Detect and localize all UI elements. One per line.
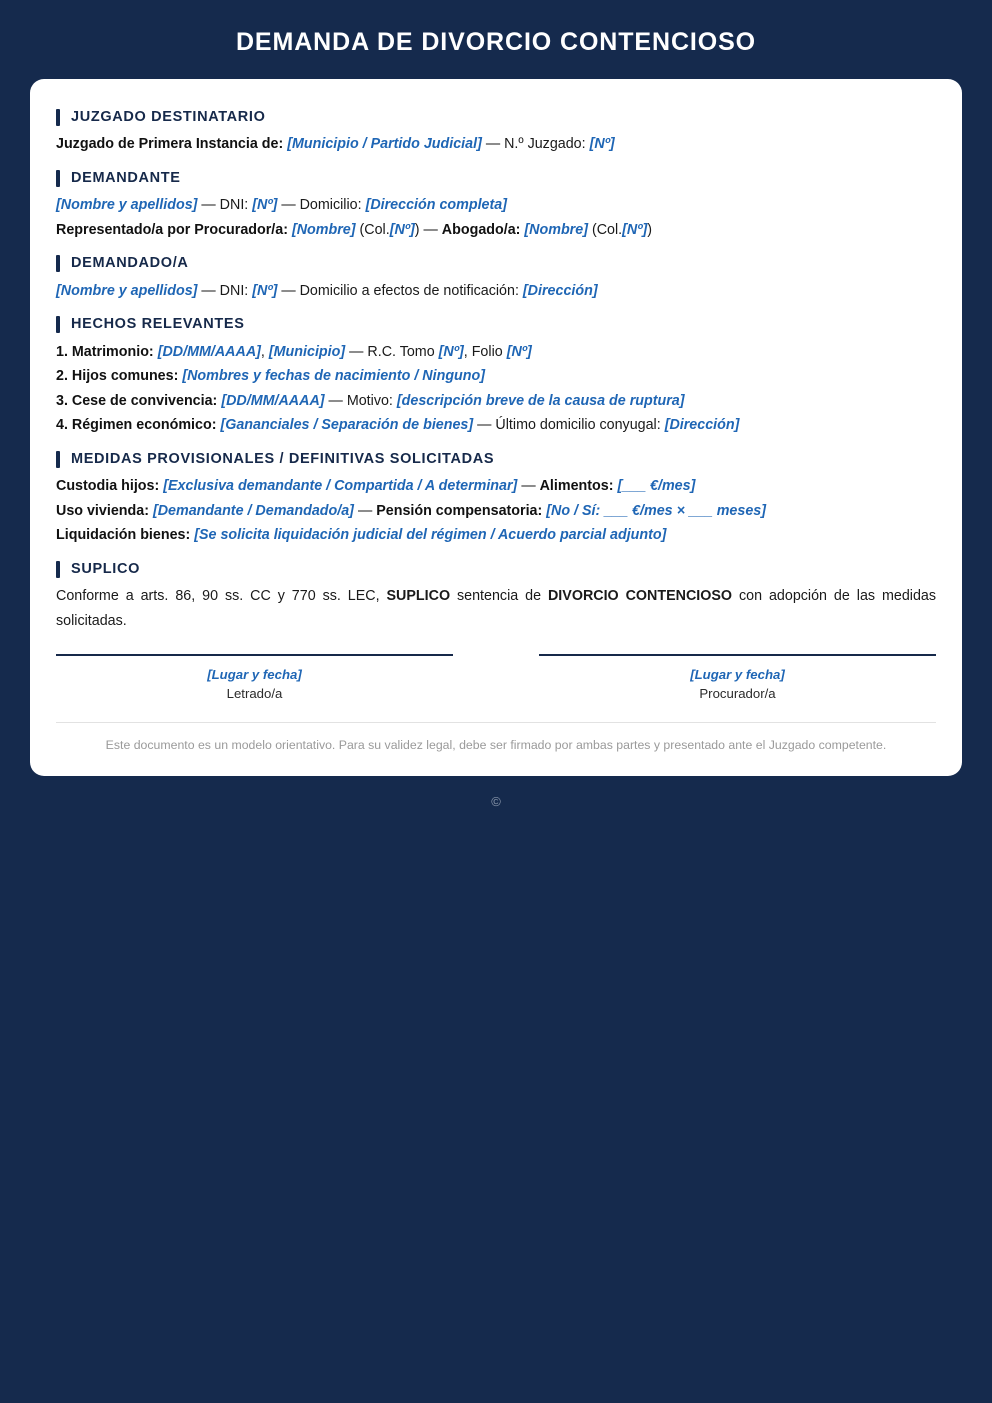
section-heading-medidas bbox=[56, 451, 936, 468]
hecho-1-separator: — bbox=[349, 343, 364, 360]
demandante-separator-1: — bbox=[201, 197, 216, 214]
section-demandado bbox=[56, 255, 936, 303]
section-title-hechos: HECHOS RELEVANTES bbox=[71, 316, 245, 333]
demandado-domicilio-label: Domicilio a efectos de notificación: bbox=[299, 282, 519, 299]
juzgado-label: Juzgado de Primera Instancia de: bbox=[56, 136, 284, 153]
section-title-demandado: DEMANDADO/A bbox=[71, 255, 189, 272]
alimentos-label: Alimentos: bbox=[539, 478, 614, 495]
signature-role-procurador: Procurador/a bbox=[699, 685, 776, 701]
hecho-4-label: 4. Régimen económico: bbox=[56, 417, 217, 434]
suplico-paragraph bbox=[56, 584, 936, 633]
section-accent-bar-icon bbox=[56, 170, 60, 187]
pension-label: Pensión compensatoria: bbox=[376, 502, 543, 519]
procurador-col-close: ) bbox=[414, 221, 420, 238]
medida-separator-1: — bbox=[521, 478, 536, 495]
hecho-1-folio-placeholder: [Nº] bbox=[506, 343, 532, 360]
hecho-3-motivo-label: Motivo: bbox=[346, 392, 393, 409]
page-title: DEMANDA DE DIVORCIO CONTENCIOSO bbox=[235, 28, 757, 56]
demandante-dni-placeholder: [Nº] bbox=[252, 197, 278, 214]
hecho-4-domicilio-label: Último domicilio conyugal: bbox=[495, 417, 661, 434]
demandado-domicilio-placeholder: [Dirección] bbox=[522, 282, 598, 299]
demandado-identity-line bbox=[56, 279, 936, 304]
section-medidas-solicitadas bbox=[56, 451, 936, 548]
juzgado-numero-label: N.º Juzgado: bbox=[504, 136, 586, 153]
section-demandante bbox=[56, 170, 936, 243]
demandante-separator-3: — bbox=[423, 221, 438, 238]
demandante-dni-label: DNI: bbox=[219, 197, 249, 214]
section-suplico bbox=[56, 561, 936, 634]
hecho-3-label: 3. Cese de convivencia: bbox=[56, 392, 218, 409]
hecho-2-placeholder: [Nombres y fechas de nacimiento / Ninguno] bbox=[182, 368, 486, 385]
hecho-item-matrimonio bbox=[56, 340, 936, 365]
alimentos-placeholder: [___ €/mes] bbox=[617, 478, 696, 495]
pension-placeholder: [No / Sí: ___ €/mes × ___ meses] bbox=[546, 502, 766, 519]
signature-place-date-procurador: [Lugar y fecha] bbox=[690, 666, 785, 682]
hecho-2-label: 2. Hijos comunes: bbox=[56, 368, 179, 385]
hecho-1-comma-2: , bbox=[463, 343, 468, 360]
demandante-separator-2: — bbox=[281, 197, 296, 214]
section-hechos-relevantes bbox=[56, 316, 936, 438]
section-title-demandante: DEMANDANTE bbox=[71, 169, 181, 186]
section-heading-hechos bbox=[56, 316, 936, 333]
section-heading-suplico bbox=[56, 561, 936, 578]
suplico-text-part-3: con adopción de las medidas solicitadas. bbox=[56, 588, 937, 630]
demandante-identity-line bbox=[56, 193, 936, 218]
suplico-emphasis-1: SUPLICO bbox=[386, 588, 451, 605]
section-heading-juzgado bbox=[56, 109, 936, 126]
signature-place-date-letrado: [Lugar y fecha] bbox=[207, 666, 302, 682]
procurador-nombre-placeholder: [Nombre] bbox=[291, 221, 356, 238]
section-accent-bar-icon bbox=[56, 561, 60, 578]
medida-vivienda-line bbox=[56, 499, 936, 524]
hecho-item-regimen-economico bbox=[56, 413, 936, 438]
juzgado-municipio-placeholder: [Municipio / Partido Judicial] bbox=[287, 136, 482, 153]
procurador-label: Representado/a por Procurador/a: bbox=[56, 221, 288, 238]
custodia-placeholder: [Exclusiva demandante / Compartida / A determinar] bbox=[163, 478, 518, 495]
procurador-col-open: (Col. bbox=[359, 221, 390, 238]
signature-block-procurador bbox=[539, 654, 936, 704]
hecho-3-fecha-placeholder: [DD/MM/AAAA] bbox=[221, 392, 325, 409]
document-card bbox=[30, 79, 962, 776]
hecho-1-tomo-label: R.C. Tomo bbox=[367, 343, 435, 360]
demandado-dni-label: DNI: bbox=[219, 282, 249, 299]
hecho-1-folio-label: Folio bbox=[471, 343, 503, 360]
hecho-3-motivo-placeholder: [descripción breve de la causa de ruptura] bbox=[396, 392, 685, 409]
juzgado-separator: — bbox=[485, 136, 501, 153]
page-footer bbox=[30, 776, 962, 821]
custodia-label: Custodia hijos: bbox=[56, 478, 160, 495]
juzgado-numero-placeholder: [Nº] bbox=[589, 136, 615, 153]
hecho-4-separator: — bbox=[477, 417, 492, 434]
section-heading-demandado bbox=[56, 255, 936, 272]
section-title-medidas: MEDIDAS PROVISIONALES / DEFINITIVAS SOLICITADAS bbox=[71, 450, 495, 467]
hecho-4-regimen-placeholder: [Gananciales / Separación de bienes] bbox=[220, 417, 474, 434]
medida-custodia-line bbox=[56, 474, 936, 499]
juzgado-line bbox=[56, 132, 936, 157]
demandante-domicilio-label: Domicilio: bbox=[299, 197, 362, 214]
section-accent-bar-icon bbox=[56, 451, 60, 468]
vivienda-placeholder: [Demandante / Demandado/a] bbox=[152, 502, 354, 519]
section-accent-bar-icon bbox=[56, 255, 60, 272]
procurador-col-placeholder: [Nº] bbox=[389, 221, 415, 238]
hecho-3-separator: — bbox=[328, 392, 343, 409]
section-accent-bar-icon bbox=[56, 316, 60, 333]
demandante-domicilio-placeholder: [Dirección completa] bbox=[365, 197, 507, 214]
hecho-1-label: 1. Matrimonio: bbox=[56, 343, 154, 360]
hecho-item-cese-convivencia bbox=[56, 389, 936, 414]
demandado-separator-1: — bbox=[201, 282, 216, 299]
suplico-text-part-2: sentencia de bbox=[450, 588, 548, 605]
section-title-suplico: SUPLICO bbox=[71, 561, 140, 578]
signature-block-letrado bbox=[56, 654, 453, 704]
hecho-item-hijos bbox=[56, 364, 936, 389]
section-title-juzgado: JUZGADO DESTINATARIO bbox=[71, 108, 266, 125]
section-heading-demandante bbox=[56, 170, 936, 187]
copyright-text: © bbox=[491, 793, 501, 809]
medida-separator-2: — bbox=[357, 502, 373, 519]
hecho-1-municipio-placeholder: [Municipio] bbox=[268, 343, 346, 360]
hecho-1-comma: , bbox=[260, 343, 265, 360]
vivienda-label: Uso vivienda: bbox=[56, 502, 149, 519]
liquidacion-label: Liquidación bienes: bbox=[56, 527, 191, 544]
hecho-4-domicilio-placeholder: [Dirección] bbox=[664, 417, 740, 434]
demandante-representacion-line bbox=[56, 218, 936, 243]
liquidacion-placeholder: [Se solicita liquidación judicial del régimen / Acuerdo parcial adjunto] bbox=[194, 527, 667, 544]
abogado-col-close: ) bbox=[647, 221, 652, 238]
medida-liquidacion-line bbox=[56, 523, 936, 548]
footer-divider bbox=[56, 722, 936, 723]
signature-role-letrado: Letrado/a bbox=[226, 685, 283, 701]
demandado-separator-2: — bbox=[281, 282, 296, 299]
demandado-dni-placeholder: [Nº] bbox=[252, 282, 278, 299]
legal-disclaimer: Este documento es un modelo orientativo. Para su validez legal, debe ser firmado por ambas partes y presentado ante el Juzgado competente. bbox=[105, 737, 887, 752]
abogado-col-open: (Col. bbox=[591, 221, 623, 238]
section-accent-bar-icon bbox=[56, 109, 60, 126]
section-juzgado-destinatario bbox=[56, 109, 936, 157]
abogado-label: Abogado/a: bbox=[441, 221, 521, 238]
demandante-nombre-placeholder: [Nombre y apellidos] bbox=[56, 197, 198, 214]
abogado-nombre-placeholder: [Nombre] bbox=[524, 221, 588, 238]
signature-area bbox=[56, 654, 936, 704]
suplico-emphasis-2: DIVORCIO CONTENCIOSO bbox=[547, 588, 733, 605]
hecho-1-tomo-placeholder: [Nº] bbox=[438, 343, 464, 360]
hecho-1-fecha-placeholder: [DD/MM/AAAA] bbox=[157, 343, 261, 360]
abogado-col-placeholder: [Nº] bbox=[622, 221, 648, 238]
demandado-nombre-placeholder: [Nombre y apellidos] bbox=[56, 282, 198, 299]
suplico-text-part-1: Conforme a arts. 86, 90 ss. CC y 770 ss. LEC, bbox=[56, 588, 387, 605]
